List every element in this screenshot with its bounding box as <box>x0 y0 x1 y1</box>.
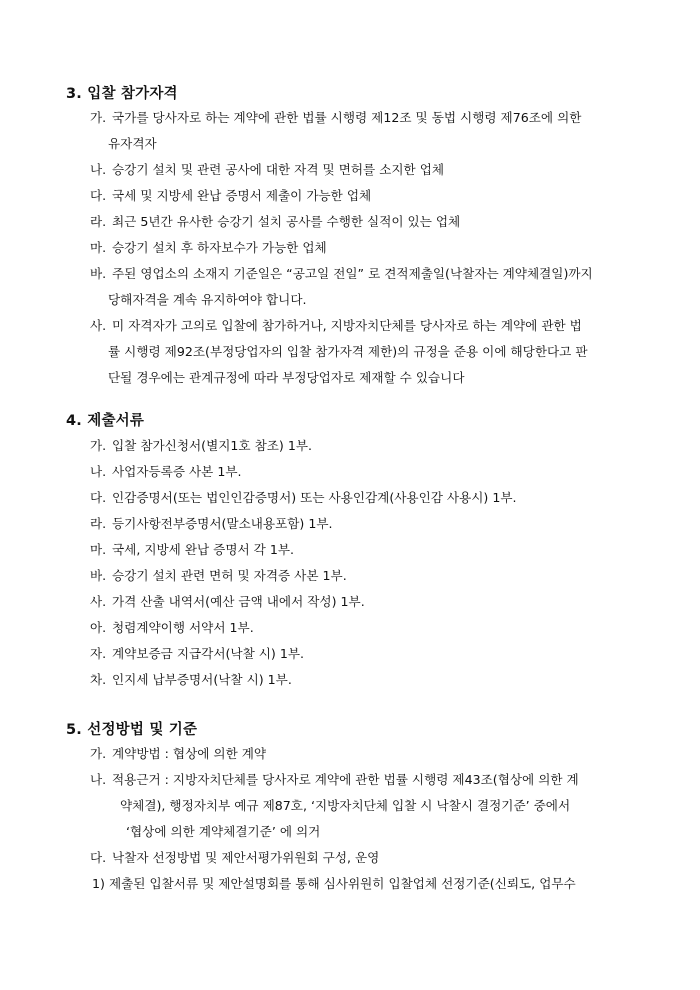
item-marker: 가. <box>90 110 107 125</box>
item-text: 적용근거 : 지방자치단체를 당사자로 계약에 관한 법률 시행령 제43조(협상에 의한 계 <box>112 772 579 787</box>
item-text: 미 자격자가 고의로 입찰에 참가하거나, 지방자치단체를 당사자로 하는 계약에 관한 법 <box>112 318 582 333</box>
item-marker: 라. <box>90 214 107 229</box>
list-item <box>90 589 638 615</box>
list-item <box>90 641 638 667</box>
item-text: 사업자등록증 사본 1부. <box>112 464 242 479</box>
item-text: 최근 5년간 유사한 승강기 설치 공사를 수행한 실적이 있는 업체 <box>112 214 461 229</box>
item-continuation: 유자격자 <box>108 136 157 151</box>
item-text: 인지세 납부증명서(낙찰 시) 1부. <box>112 672 292 687</box>
list-item <box>90 537 638 563</box>
item-marker: 마. <box>90 542 107 557</box>
item-text: 계약보증금 지급각서(낙찰 시) 1부. <box>112 646 305 661</box>
item-text: 주된 영업소의 소재지 기준일은 “공고일 전일” 로 견적제출일(낙찰자는 계약체결일)까지 <box>112 266 593 281</box>
item-marker: 가. <box>90 746 107 761</box>
list-item <box>90 563 638 589</box>
item-text: 승강기 설치 관련 면허 및 자격증 사본 1부. <box>112 568 347 583</box>
item-text: 청렴계약이행 서약서 1부. <box>112 620 254 635</box>
section-title: 제출서류 <box>87 413 145 429</box>
list-item <box>90 741 638 767</box>
item-text: 제출된 입찰서류 및 제안설명회를 통해 심사위원히 입찰업체 선정기준(신뢰도, 업무수 <box>108 876 576 891</box>
item-text: 계약방법 : 협상에 의한 계약 <box>112 746 267 761</box>
item-text: 입찰 참가신청서(별지1호 참조) 1부. <box>112 438 313 453</box>
item-text: 승강기 설치 및 관련 공사에 대한 자격 및 면허를 소지한 업체 <box>112 162 445 177</box>
item-continuation: 약체결), 행정자치부 예규 제87호, ‘지방자치단체 입찰 시 낙찰시 결정기준’ 중에서 <box>120 798 571 813</box>
item-continuation: 단될 경우에는 관계규정에 따라 부정당업자로 제재할 수 있습니다 <box>108 370 465 385</box>
list-item <box>90 235 638 261</box>
list-item <box>90 313 638 339</box>
list-item <box>90 261 638 287</box>
item-marker: 바. <box>90 266 107 281</box>
section-number: 4. <box>66 413 82 429</box>
sub-list-item <box>92 871 640 897</box>
item-text: 국세 및 지방세 완납 증명서 제출이 가능한 업체 <box>112 188 372 203</box>
item-marker: 마. <box>90 240 107 255</box>
item-marker: 1) <box>92 876 105 891</box>
item-marker: 나. <box>90 464 107 479</box>
item-marker: 다. <box>90 850 107 865</box>
item-marker: 차. <box>90 672 107 687</box>
item-marker: 아. <box>90 620 107 635</box>
list-item <box>90 615 638 641</box>
list-item <box>90 767 638 793</box>
item-continuation: ‘협상에 의한 계약체결기준’ 에 의거 <box>126 824 321 839</box>
section-3-heading <box>66 82 178 103</box>
item-text: 국세, 지방세 완납 증명서 각 1부. <box>112 542 295 557</box>
list-item <box>90 157 638 183</box>
item-marker: 바. <box>90 568 107 583</box>
item-marker: 나. <box>90 772 107 787</box>
section-4-heading <box>66 409 144 430</box>
item-continuation: 당해자격을 계속 유지하여야 합니다. <box>108 292 307 307</box>
list-item <box>90 845 638 871</box>
section-number: 3. <box>66 86 82 102</box>
item-marker: 나. <box>90 162 107 177</box>
list-item <box>90 485 638 511</box>
item-text: 승강기 설치 후 하자보수가 가능한 업체 <box>112 240 327 255</box>
item-text: 국가를 당사자로 하는 계약에 관한 법률 시행령 제12조 및 동법 시행령 제76조에 의한 <box>112 110 582 125</box>
item-marker: 라. <box>90 516 107 531</box>
section-5-heading <box>66 718 197 739</box>
section-number: 5. <box>66 722 82 738</box>
item-marker: 다. <box>90 490 107 505</box>
item-marker: 사. <box>90 318 107 333</box>
list-item <box>90 511 638 537</box>
item-text: 낙찰자 선정방법 및 제안서평가위원회 구성, 운영 <box>112 850 380 865</box>
item-text: 등기사항전부증명서(말소내용포함) 1부. <box>112 516 333 531</box>
item-marker: 자. <box>90 646 107 661</box>
list-item <box>90 209 638 235</box>
item-marker: 사. <box>90 594 107 609</box>
list-item <box>90 667 638 693</box>
item-marker: 가. <box>90 438 107 453</box>
item-text: 인감증명서(또는 법인인감증명서) 또는 사용인감계(사용인감 사용시) 1부. <box>112 490 517 505</box>
list-item <box>90 105 638 131</box>
section-title: 선정방법 및 기준 <box>87 722 198 738</box>
item-text: 가격 산출 내역서(예산 금액 내에서 작성) 1부. <box>112 594 365 609</box>
list-item <box>90 459 638 485</box>
item-marker: 다. <box>90 188 107 203</box>
item-continuation: 률 시행령 제92조(부정당업자의 입찰 참가자격 제한)의 규정을 준용 이에 해당한다고 판 <box>108 344 588 359</box>
list-item <box>90 183 638 209</box>
list-item <box>90 433 638 459</box>
section-title: 입찰 참가자격 <box>87 86 178 102</box>
